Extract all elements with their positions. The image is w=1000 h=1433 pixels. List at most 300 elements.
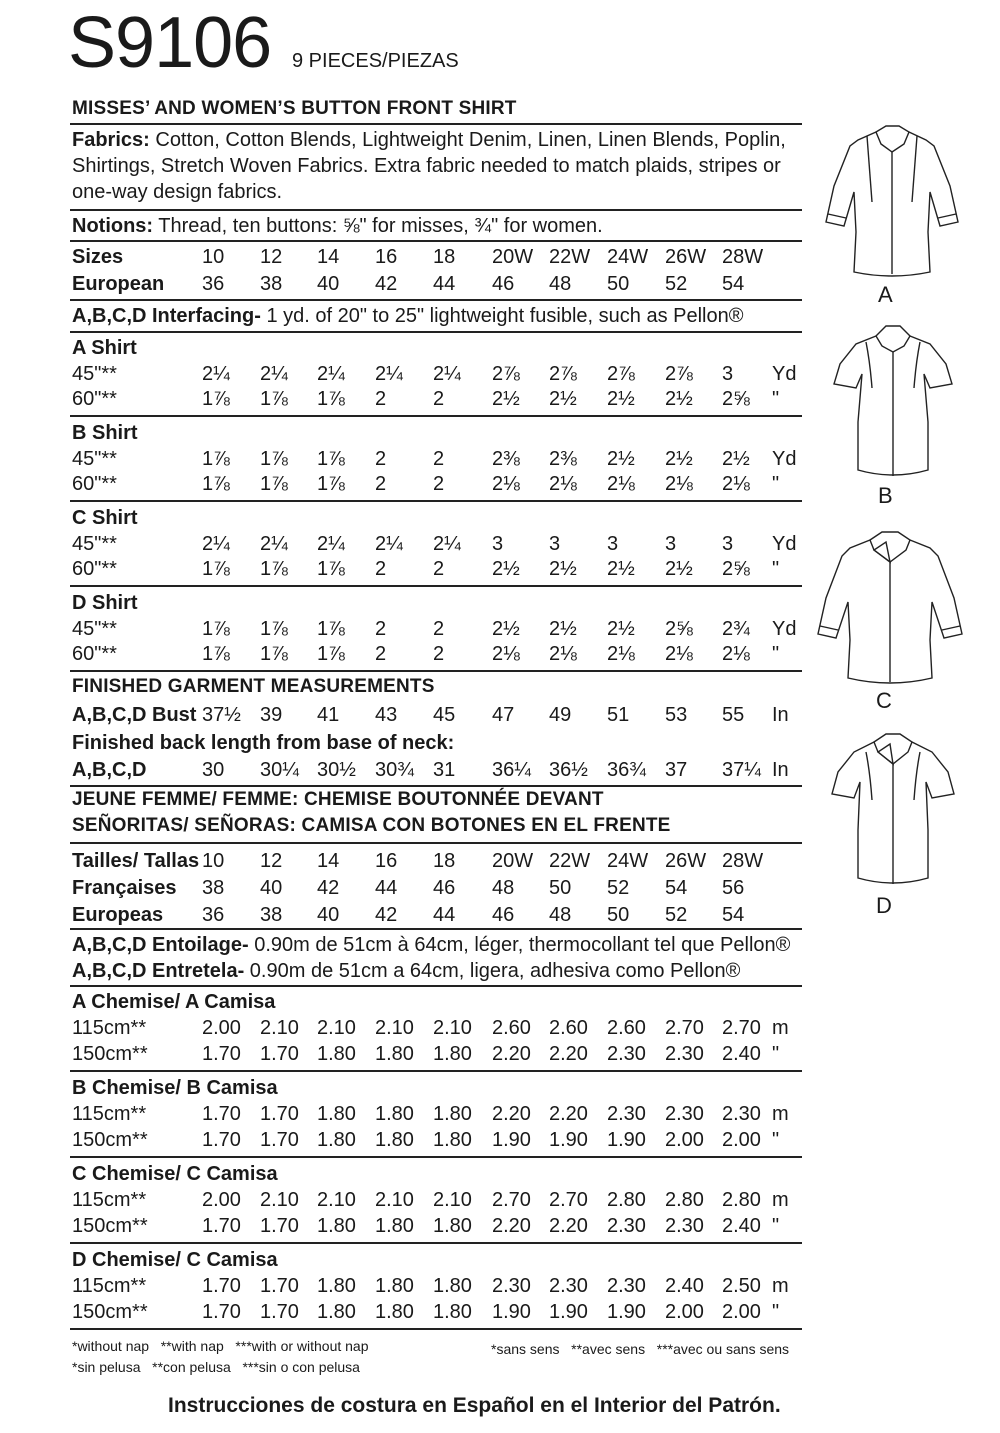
footnote-en: *without nap **with nap ***with or without nap bbox=[72, 1338, 369, 1354]
table-cell: 1⅞ bbox=[260, 618, 288, 640]
section-title: B Chemise/ B Camisa bbox=[72, 1077, 278, 1099]
table-cell: 2½ bbox=[492, 558, 520, 580]
table-cell: 2.30 bbox=[549, 1275, 588, 1297]
table-cell: 2½ bbox=[549, 388, 577, 410]
row-label: 60"** bbox=[72, 558, 117, 580]
table-cell: 1⅞ bbox=[202, 643, 230, 665]
table-cell: 2.50 bbox=[722, 1275, 761, 1297]
table-cell: 2 bbox=[375, 448, 387, 470]
interfacing-es bbox=[72, 958, 740, 984]
table-cell: 1.70 bbox=[202, 1215, 241, 1237]
table-cell: 36¾ bbox=[607, 759, 646, 781]
table-cell: 2.70 bbox=[549, 1189, 588, 1211]
divider bbox=[70, 585, 802, 587]
table-cell: 24W bbox=[607, 850, 649, 872]
piece-count: 9 PIECES/PIEZAS bbox=[292, 50, 459, 72]
divider bbox=[70, 500, 802, 502]
table-cell: 2 bbox=[433, 618, 445, 640]
table-cell: 2 bbox=[433, 643, 445, 665]
table-cell: 2⅞ bbox=[607, 363, 635, 385]
table-cell: 2.00 bbox=[202, 1017, 241, 1039]
table-cell: 1.80 bbox=[317, 1275, 356, 1297]
table-cell: 2.20 bbox=[492, 1215, 531, 1237]
table-cell: 2¼ bbox=[433, 363, 461, 385]
view-c-illustration bbox=[810, 528, 970, 688]
unit-cell: " bbox=[772, 1129, 780, 1151]
table-cell: 30½ bbox=[317, 759, 356, 781]
table-cell: 55 bbox=[722, 704, 745, 726]
section-title: C Shirt bbox=[72, 507, 138, 529]
table-cell: 2½ bbox=[722, 448, 750, 470]
table-cell: 2½ bbox=[665, 558, 693, 580]
table-cell: 2 bbox=[375, 618, 387, 640]
table-cell: 36 bbox=[202, 904, 225, 926]
table-cell: 2.70 bbox=[492, 1189, 531, 1211]
row-label: 60"** bbox=[72, 388, 117, 410]
divider bbox=[70, 415, 802, 417]
table-cell: 48 bbox=[492, 877, 515, 899]
row-label: A,B,C,D bbox=[72, 759, 147, 781]
table-cell: 2⅜ bbox=[492, 448, 520, 470]
table-cell: 1.80 bbox=[375, 1043, 414, 1065]
table-cell: 54 bbox=[722, 904, 745, 926]
table-cell: 1.80 bbox=[317, 1103, 356, 1125]
table-cell: 1.80 bbox=[317, 1215, 356, 1237]
table-cell: 10 bbox=[202, 850, 225, 872]
table-cell: 2¼ bbox=[202, 533, 230, 555]
unit-cell: Yd bbox=[772, 448, 797, 470]
table-cell: 26W bbox=[665, 246, 707, 268]
table-cell: 2.30 bbox=[607, 1043, 646, 1065]
table-cell: 42 bbox=[375, 273, 398, 295]
table-cell: 1.70 bbox=[202, 1103, 241, 1125]
table-cell: 1.90 bbox=[549, 1301, 588, 1323]
table-cell: 1.80 bbox=[317, 1301, 356, 1323]
row-label: 150cm** bbox=[72, 1301, 148, 1323]
table-cell: 22W bbox=[549, 850, 591, 872]
table-cell: 1.80 bbox=[375, 1275, 414, 1297]
table-cell: 1.70 bbox=[202, 1301, 241, 1323]
table-cell: 2⅝ bbox=[722, 558, 750, 580]
table-cell: 2.40 bbox=[722, 1043, 761, 1065]
table-cell: 2.30 bbox=[722, 1103, 761, 1125]
row-label: A,B,C,D Bust bbox=[72, 704, 197, 726]
table-cell: 1.70 bbox=[202, 1275, 241, 1297]
table-cell: 38 bbox=[260, 904, 283, 926]
table-cell: 50 bbox=[607, 273, 630, 295]
table-cell: 14 bbox=[317, 850, 340, 872]
table-cell: 40 bbox=[317, 273, 340, 295]
table-cell: 48 bbox=[549, 904, 572, 926]
table-cell: 2⅛ bbox=[722, 473, 750, 495]
table-cell: 37¼ bbox=[722, 759, 761, 781]
table-cell: 2.30 bbox=[607, 1275, 646, 1297]
table-cell: 2 bbox=[433, 448, 445, 470]
table-cell: 2½ bbox=[549, 558, 577, 580]
section-title: A Chemise/ A Camisa bbox=[72, 991, 276, 1013]
table-cell: 2 bbox=[375, 473, 387, 495]
unit-cell: " bbox=[772, 1043, 780, 1065]
table-cell: 43 bbox=[375, 704, 398, 726]
table-cell: 2.10 bbox=[260, 1017, 299, 1039]
row-label: Sizes bbox=[72, 246, 124, 268]
table-cell: 2.80 bbox=[607, 1189, 646, 1211]
row-label: 115cm** bbox=[72, 1017, 147, 1039]
row-label: 150cm** bbox=[72, 1043, 148, 1065]
unit-cell: " bbox=[772, 643, 780, 665]
table-cell: 3 bbox=[549, 533, 561, 555]
table-cell: 22W bbox=[549, 246, 591, 268]
table-cell: 1.70 bbox=[260, 1129, 299, 1151]
table-cell: 2.30 bbox=[665, 1215, 704, 1237]
table-cell: 1⅞ bbox=[202, 388, 230, 410]
three-quarter-sleeve-collar-shirt-icon bbox=[810, 528, 970, 688]
table-cell: 16 bbox=[375, 246, 398, 268]
table-cell: 53 bbox=[665, 704, 688, 726]
table-cell: 2 bbox=[433, 388, 445, 410]
table-cell: 1.80 bbox=[375, 1103, 414, 1125]
row-label: Europeas bbox=[72, 904, 164, 926]
table-cell: 2.80 bbox=[722, 1189, 761, 1211]
fabrics-label: Fabrics: bbox=[72, 129, 150, 151]
table-cell: 52 bbox=[607, 877, 630, 899]
row-label: 150cm** bbox=[72, 1129, 148, 1151]
table-cell: 2⅛ bbox=[665, 643, 693, 665]
table-cell: 1.80 bbox=[433, 1275, 472, 1297]
unit-cell: m bbox=[772, 1189, 789, 1211]
table-cell: 3 bbox=[665, 533, 677, 555]
table-cell: 2¼ bbox=[260, 363, 288, 385]
view-b-label: B bbox=[878, 483, 893, 508]
table-cell: 1.80 bbox=[433, 1215, 472, 1237]
table-cell: 2.40 bbox=[722, 1215, 761, 1237]
table-cell: 54 bbox=[722, 273, 745, 295]
table-cell: 2.00 bbox=[665, 1301, 704, 1323]
table-cell: 37½ bbox=[202, 704, 241, 726]
table-cell: 50 bbox=[607, 904, 630, 926]
table-cell: 2.10 bbox=[317, 1017, 356, 1039]
table-cell: 2.70 bbox=[722, 1017, 761, 1039]
table-cell: 1.80 bbox=[433, 1129, 472, 1151]
footnote-es: *sin pelusa **con pelusa ***sin o con pelusa bbox=[72, 1359, 360, 1375]
unit-cell: Yd bbox=[772, 363, 797, 385]
table-cell: 1⅞ bbox=[260, 473, 288, 495]
divider bbox=[70, 1070, 802, 1072]
table-cell: 2½ bbox=[607, 448, 635, 470]
table-cell: 36¼ bbox=[492, 759, 531, 781]
table-cell: 1.90 bbox=[607, 1129, 646, 1151]
table-cell: 2⅛ bbox=[549, 473, 577, 495]
table-cell: 52 bbox=[665, 273, 688, 295]
section-title: C Chemise/ C Camisa bbox=[72, 1163, 278, 1185]
table-cell: 2½ bbox=[665, 448, 693, 470]
view-a-illustration bbox=[820, 122, 965, 282]
table-cell: 18 bbox=[433, 850, 456, 872]
table-cell: 51 bbox=[607, 704, 630, 726]
table-cell: 1⅞ bbox=[260, 448, 288, 470]
notions-text bbox=[72, 213, 792, 239]
table-cell: 2.10 bbox=[375, 1189, 414, 1211]
table-cell: 2.80 bbox=[665, 1189, 704, 1211]
title-fr: JEUNE FEMME/ FEMME: CHEMISE BOUTONNÉE DEVANT bbox=[72, 789, 604, 810]
section-title: B Shirt bbox=[72, 422, 138, 444]
row-label: 45"** bbox=[72, 618, 117, 640]
view-b-illustration bbox=[820, 322, 965, 484]
table-cell: 1⅞ bbox=[202, 448, 230, 470]
unit-cell: " bbox=[772, 1215, 780, 1237]
table-cell: 2.30 bbox=[607, 1103, 646, 1125]
table-cell: 3 bbox=[722, 533, 734, 555]
table-cell: 2⅛ bbox=[665, 473, 693, 495]
three-quarter-sleeve-shirt-icon bbox=[820, 122, 965, 282]
table-cell: 1⅞ bbox=[260, 388, 288, 410]
table-cell: 2½ bbox=[607, 388, 635, 410]
measurements-title: FINISHED GARMENT MEASUREMENTS bbox=[72, 676, 435, 697]
table-cell: 3 bbox=[722, 363, 734, 385]
table-cell: 2 bbox=[433, 473, 445, 495]
table-cell: 39 bbox=[260, 704, 283, 726]
table-cell: 2.20 bbox=[549, 1043, 588, 1065]
view-c-label: C bbox=[876, 688, 892, 713]
interfacing-en bbox=[72, 303, 743, 329]
table-cell: 1⅞ bbox=[260, 558, 288, 580]
section-title: D Shirt bbox=[72, 592, 138, 614]
table-cell: 1⅞ bbox=[202, 473, 230, 495]
table-cell: 46 bbox=[492, 273, 515, 295]
short-sleeve-shirt-icon bbox=[820, 322, 965, 484]
short-sleeve-collar-shirt-icon bbox=[820, 730, 965, 892]
notions-list: Thread, ten buttons: ⅝" for misses, ¾" for women. bbox=[153, 215, 603, 237]
table-cell: 40 bbox=[260, 877, 283, 899]
table-cell: 2⅝ bbox=[722, 388, 750, 410]
table-cell: 2.30 bbox=[607, 1215, 646, 1237]
table-cell: 3 bbox=[492, 533, 504, 555]
table-cell: 2⅛ bbox=[722, 643, 750, 665]
table-cell: 2 bbox=[433, 558, 445, 580]
table-cell: 10 bbox=[202, 246, 225, 268]
unit-cell: " bbox=[772, 388, 780, 410]
table-cell: 31 bbox=[433, 759, 456, 781]
table-cell: 2⅞ bbox=[665, 363, 693, 385]
unit-cell: " bbox=[772, 473, 780, 495]
table-cell: 47 bbox=[492, 704, 515, 726]
table-cell: 2.30 bbox=[492, 1275, 531, 1297]
table-cell: 2⅛ bbox=[549, 643, 577, 665]
table-cell: 2¼ bbox=[375, 533, 403, 555]
table-cell: 1.70 bbox=[260, 1275, 299, 1297]
table-cell: 1.70 bbox=[202, 1129, 241, 1151]
table-cell: 38 bbox=[260, 273, 283, 295]
table-cell: 1⅞ bbox=[260, 643, 288, 665]
table-cell: 1⅞ bbox=[317, 448, 345, 470]
row-label: Françaises bbox=[72, 877, 177, 899]
table-cell: 41 bbox=[317, 704, 340, 726]
table-cell: 2.10 bbox=[260, 1189, 299, 1211]
fabrics-list: Cotton, Cotton Blends, Lightweight Denim, Linen, Linen Blends, Poplin, Shirtings, Stretch Woven Fabrics. Extra fabric needed to match plaids, stripes or one-way design fabrics. bbox=[72, 129, 786, 203]
table-cell: 2 bbox=[375, 388, 387, 410]
fabrics-text bbox=[72, 127, 792, 205]
table-cell: 49 bbox=[549, 704, 572, 726]
unit-cell: m bbox=[772, 1017, 789, 1039]
row-label: 115cm** bbox=[72, 1189, 147, 1211]
unit-cell: " bbox=[772, 558, 780, 580]
footnote-fr: *sans sens **avec sens ***avec ou sans sens bbox=[491, 1341, 790, 1357]
table-cell: 30 bbox=[202, 759, 225, 781]
table-cell: 2.10 bbox=[433, 1189, 472, 1211]
interfacing-en-text: 1 yd. of 20" to 25" lightweight fusible, such as Pellon® bbox=[260, 305, 744, 327]
table-cell: 36 bbox=[202, 273, 225, 295]
table-cell: 42 bbox=[317, 877, 340, 899]
table-cell: 2½ bbox=[607, 558, 635, 580]
section-title: A Shirt bbox=[72, 337, 137, 359]
table-cell: 2.60 bbox=[607, 1017, 646, 1039]
table-cell: 2½ bbox=[607, 618, 635, 640]
table-cell: 2⅛ bbox=[607, 473, 635, 495]
table-cell: 2.20 bbox=[492, 1043, 531, 1065]
table-cell: 2 bbox=[375, 558, 387, 580]
table-cell: 20W bbox=[492, 246, 534, 268]
table-cell: 44 bbox=[375, 877, 398, 899]
table-cell: 2.20 bbox=[549, 1103, 588, 1125]
table-cell: 2⅞ bbox=[492, 363, 520, 385]
divider bbox=[70, 1328, 802, 1330]
interfacing-fr bbox=[72, 932, 790, 958]
row-label: 45"** bbox=[72, 533, 117, 555]
table-cell: 2.10 bbox=[317, 1189, 356, 1211]
row-label: 115cm** bbox=[72, 1275, 147, 1297]
table-cell: 1⅞ bbox=[317, 388, 345, 410]
table-cell: 1.70 bbox=[260, 1103, 299, 1125]
row-label: 45"** bbox=[72, 363, 117, 385]
table-cell: 1.70 bbox=[202, 1043, 241, 1065]
table-cell: 1.80 bbox=[433, 1043, 472, 1065]
table-cell: 24W bbox=[607, 246, 649, 268]
row-label: Tailles/ Tallas bbox=[72, 850, 200, 872]
table-cell: 2.00 bbox=[202, 1189, 241, 1211]
table-cell: 2.00 bbox=[722, 1129, 761, 1151]
table-cell: 2.10 bbox=[433, 1017, 472, 1039]
table-cell: 1⅞ bbox=[317, 473, 345, 495]
table-cell: 2⅛ bbox=[607, 643, 635, 665]
table-cell: 2 bbox=[375, 643, 387, 665]
view-d-label: D bbox=[876, 893, 892, 918]
table-cell: 30¼ bbox=[260, 759, 299, 781]
table-cell: 1⅞ bbox=[317, 558, 345, 580]
table-cell: 14 bbox=[317, 246, 340, 268]
interfacing-es-label: A,B,C,D Entretela- bbox=[72, 960, 245, 982]
table-cell: 1.90 bbox=[607, 1301, 646, 1323]
table-cell: 1.80 bbox=[433, 1103, 472, 1125]
table-cell: 1.80 bbox=[375, 1301, 414, 1323]
pattern-number: S9106 bbox=[68, 3, 272, 83]
unit-cell: m bbox=[772, 1275, 789, 1297]
table-cell: 1⅞ bbox=[202, 618, 230, 640]
table-cell: 2⅜ bbox=[549, 448, 577, 470]
table-cell: 1.80 bbox=[317, 1129, 356, 1151]
table-cell: 2¼ bbox=[317, 533, 345, 555]
row-label: 60"** bbox=[72, 473, 117, 495]
table-cell: 1.90 bbox=[492, 1129, 531, 1151]
table-cell: 20W bbox=[492, 850, 534, 872]
table-cell: 2.20 bbox=[549, 1215, 588, 1237]
table-cell: 1.80 bbox=[317, 1043, 356, 1065]
table-cell: 44 bbox=[433, 273, 456, 295]
table-cell: 2.60 bbox=[492, 1017, 531, 1039]
interfacing-fr-label: A,B,C,D Entoilage- bbox=[72, 934, 249, 956]
table-cell: 2⅛ bbox=[492, 473, 520, 495]
table-cell: 44 bbox=[433, 904, 456, 926]
row-label: 60"** bbox=[72, 643, 117, 665]
table-cell: 2¼ bbox=[260, 533, 288, 555]
table-cell: 38 bbox=[202, 877, 225, 899]
table-cell: 1.80 bbox=[433, 1301, 472, 1323]
table-cell: 46 bbox=[492, 904, 515, 926]
table-cell: 2½ bbox=[492, 618, 520, 640]
unit-cell: m bbox=[772, 1103, 789, 1125]
row-label: 45"** bbox=[72, 448, 117, 470]
table-cell: 50 bbox=[549, 877, 572, 899]
table-cell: 1.80 bbox=[375, 1215, 414, 1237]
table-cell: 12 bbox=[260, 246, 283, 268]
table-cell: 36½ bbox=[549, 759, 588, 781]
unit-cell: " bbox=[772, 1301, 780, 1323]
view-d-illustration bbox=[820, 730, 965, 892]
table-cell: 16 bbox=[375, 850, 398, 872]
row-label: European bbox=[72, 273, 165, 295]
table-cell: 26W bbox=[665, 850, 707, 872]
table-cell: 28W bbox=[722, 246, 764, 268]
table-cell: 28W bbox=[722, 850, 764, 872]
page-title: MISSES’ AND WOMEN’S BUTTON FRONT SHIRT bbox=[72, 98, 517, 119]
unit-cell: In bbox=[772, 759, 789, 781]
table-cell: 40 bbox=[317, 904, 340, 926]
table-cell: 42 bbox=[375, 904, 398, 926]
table-cell: 2½ bbox=[492, 388, 520, 410]
title-es: SEÑORITAS/ SEÑORAS: CAMISA CON BOTONES EN EL FRENTE bbox=[72, 815, 671, 836]
interfacing-fr-text: 0.90m de 51cm à 64cm, léger, thermocollant tel que Pellon® bbox=[248, 934, 791, 956]
table-cell: 2.30 bbox=[665, 1103, 704, 1125]
section-title: Finished back length from base of neck: bbox=[72, 732, 455, 754]
section-title: D Chemise/ C Camisa bbox=[72, 1249, 278, 1271]
table-cell: 2.10 bbox=[375, 1017, 414, 1039]
table-cell: 2½ bbox=[549, 618, 577, 640]
table-cell: 56 bbox=[722, 877, 745, 899]
table-cell: 2½ bbox=[665, 388, 693, 410]
table-cell: 1.70 bbox=[260, 1043, 299, 1065]
table-cell: 2¼ bbox=[375, 363, 403, 385]
table-cell: 2⅞ bbox=[549, 363, 577, 385]
table-cell: 12 bbox=[260, 850, 283, 872]
table-cell: 1.90 bbox=[492, 1301, 531, 1323]
table-cell: 2.60 bbox=[549, 1017, 588, 1039]
table-cell: 45 bbox=[433, 704, 456, 726]
divider bbox=[70, 1156, 802, 1158]
view-a-label: A bbox=[878, 282, 893, 307]
table-cell: 48 bbox=[549, 273, 572, 295]
table-cell: 1.80 bbox=[375, 1129, 414, 1151]
row-label: 150cm** bbox=[72, 1215, 148, 1237]
table-cell: 18 bbox=[433, 246, 456, 268]
row-label: 115cm** bbox=[72, 1103, 147, 1125]
table-cell: 2¾ bbox=[722, 618, 750, 640]
table-cell: 2¼ bbox=[317, 363, 345, 385]
unit-cell: Yd bbox=[772, 533, 797, 555]
divider bbox=[70, 670, 802, 672]
table-cell: 1⅞ bbox=[317, 643, 345, 665]
table-cell: 2.40 bbox=[665, 1275, 704, 1297]
table-cell: 1⅞ bbox=[202, 558, 230, 580]
table-cell: 2.00 bbox=[722, 1301, 761, 1323]
